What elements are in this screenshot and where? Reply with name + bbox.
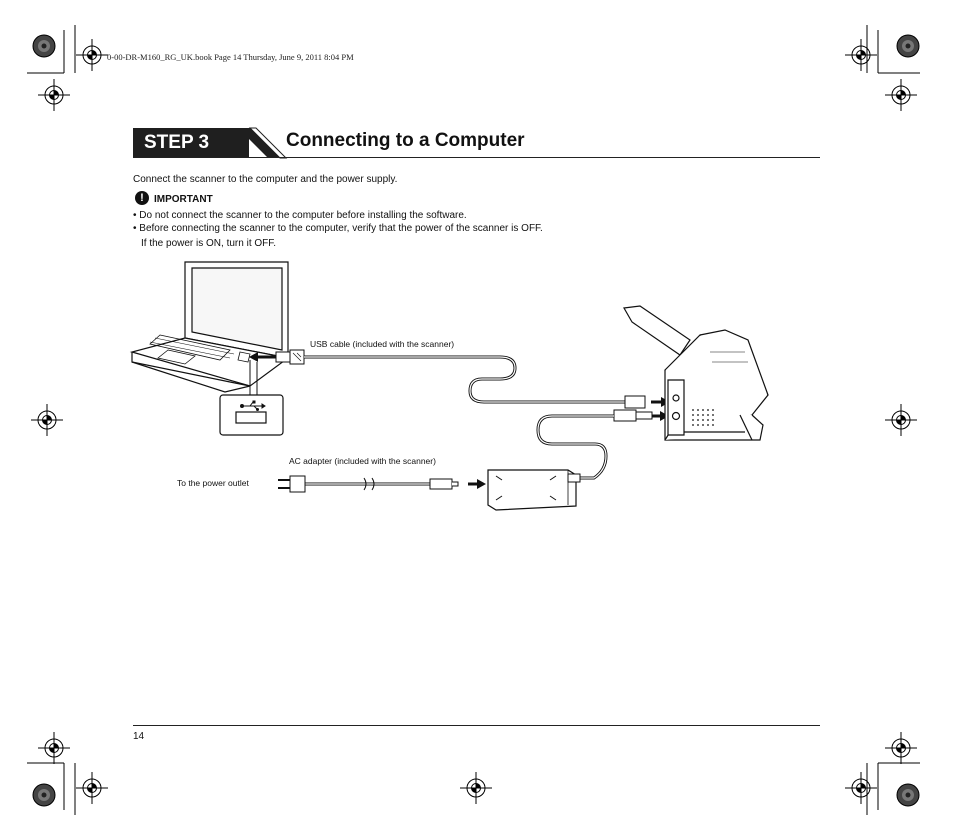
- laptop-illustration: [132, 262, 288, 396]
- ac-adapter-body: [488, 470, 576, 510]
- usb-b-plug: [625, 396, 645, 408]
- important-bullet-1: • Do not connect the scanner to the computer before installing the software.: [133, 210, 467, 221]
- title-divider: [133, 157, 820, 158]
- page-title: Connecting to a Computer: [286, 130, 525, 151]
- step-badge: STEP 3: [133, 128, 249, 158]
- ac-connector: [430, 479, 452, 489]
- footer-divider: [133, 725, 820, 726]
- important-bullet-2: • Before connecting the scanner to the computer, verify that the power of the scanner is OFF.: [133, 223, 543, 234]
- usb-cable-label: USB cable (included with the scanner): [310, 339, 455, 349]
- important-note: If the power is ON, turn it OFF.: [141, 238, 277, 249]
- dc-plug: [614, 410, 636, 421]
- power-plug: [290, 476, 305, 492]
- important-label: IMPORTANT: [154, 194, 213, 205]
- power-outlet-label: To the power outlet: [177, 478, 249, 488]
- page-number: 14: [133, 731, 145, 742]
- scanner-illustration: [624, 306, 768, 440]
- intro-text: Connect the scanner to the computer and the power supply.: [133, 174, 398, 185]
- ac-adapter-label: AC adapter (included with the scanner): [289, 456, 436, 466]
- print-header-file-info: 0-00-DR-M160_RG_UK.book Page 14 Thursday, June 9, 2011 8:04 PM: [107, 52, 354, 62]
- registration-dial-icon: [33, 35, 55, 57]
- registration-mark-icon: [76, 39, 108, 71]
- exclamation-icon: !: [135, 191, 149, 205]
